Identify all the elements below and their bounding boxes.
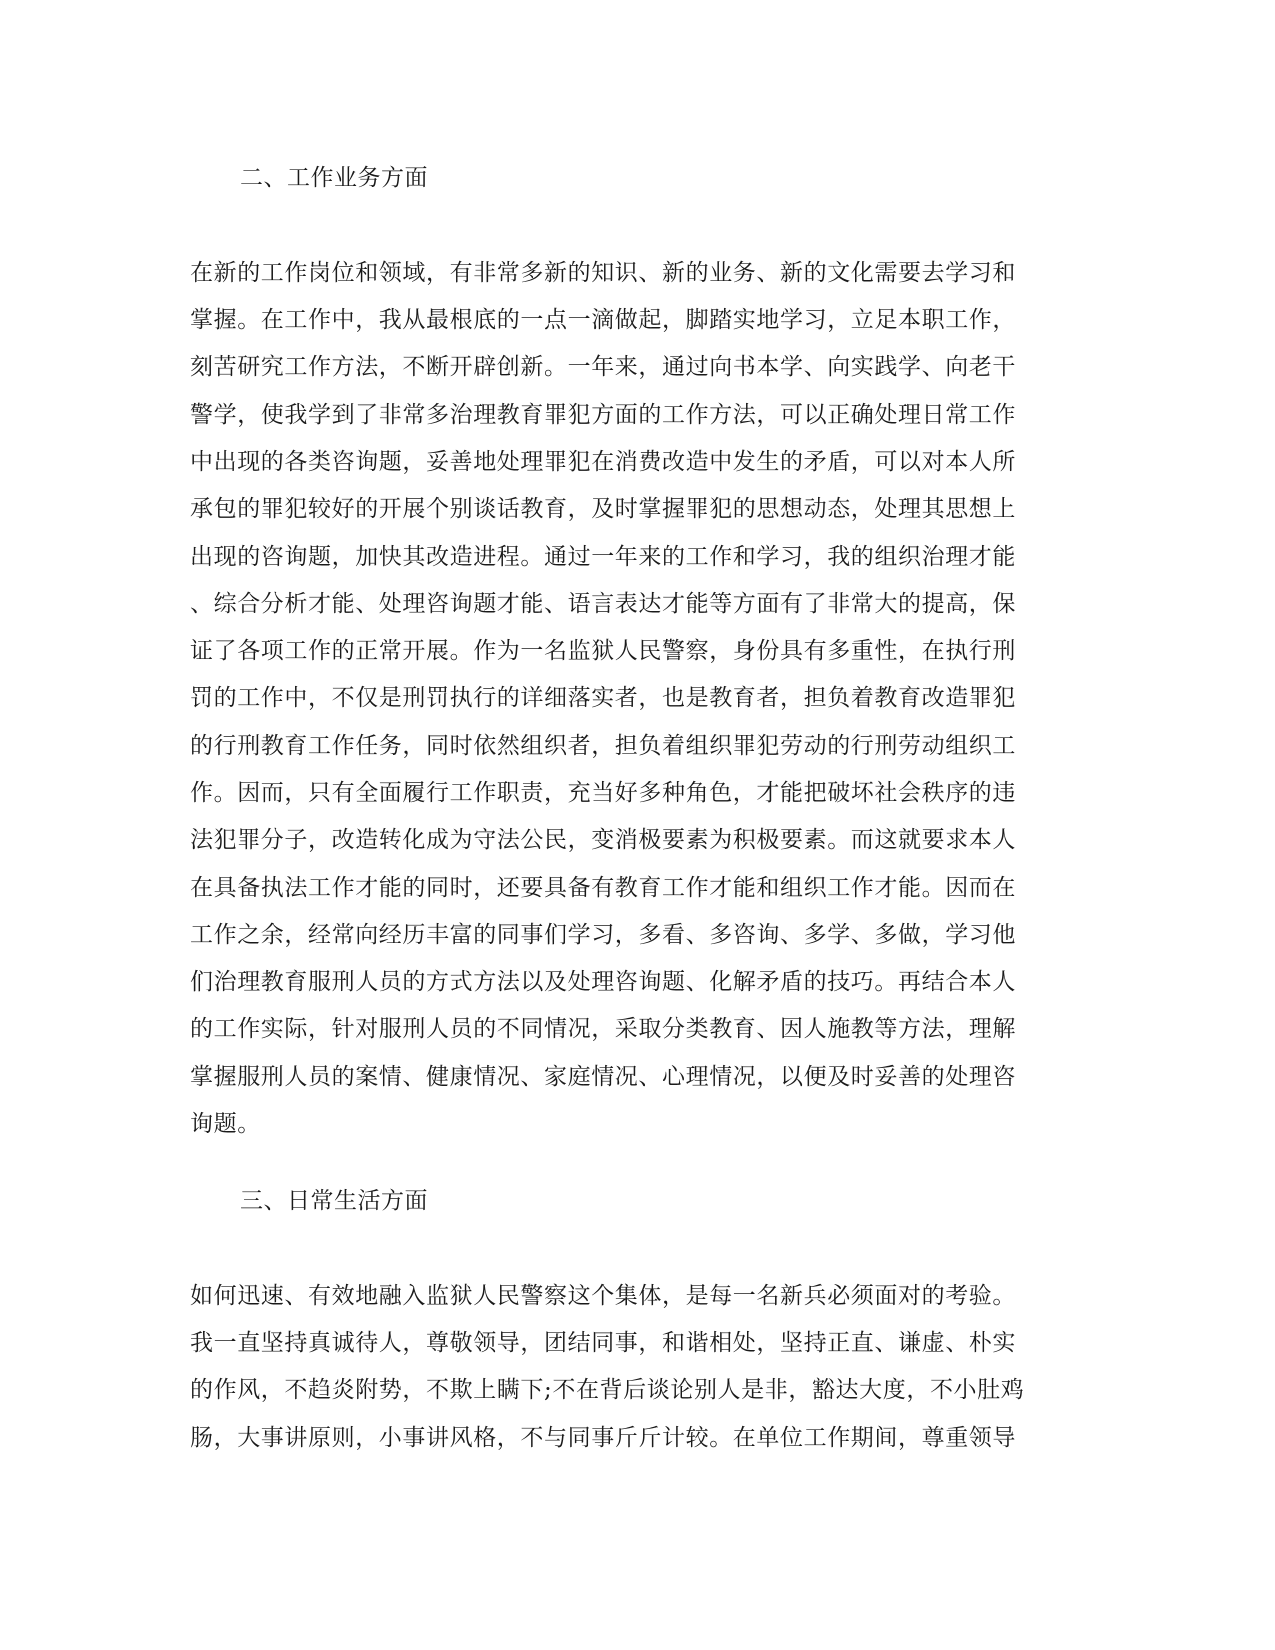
section-heading-work: 二、工作业务方面 xyxy=(240,165,428,191)
paragraph-line: 我一直坚持真诚待人，尊敬领导，团结同事，和谐相处，坚持正直、谦虚、朴实 xyxy=(190,1330,1016,1356)
paragraph-line: 出现的咨询题，加快其改造进程。通过一年来的工作和学习，我的组织治理才能 xyxy=(190,544,1016,570)
paragraph-line: 承包的罪犯较好的开展个别谈话教育，及时掌握罪犯的思想动态，处理其思想上 xyxy=(190,496,1016,522)
paragraph-line: 肠，大事讲原则，小事讲风格，不与同事斤斤计较。在单位工作期间，尊重领导 xyxy=(190,1425,1016,1451)
paragraph-line: 如何迅速、有效地融入监狱人民警察这个集体，是每一名新兵必须面对的考验。 xyxy=(190,1283,1016,1309)
paragraph-line: 们治理教育服刑人员的方式方法以及处理咨询题、化解矛盾的技巧。再结合本人 xyxy=(190,969,1016,995)
paragraph-line: 证了各项工作的正常开展。作为一名监狱人民警察，身份具有多重性，在执行刑 xyxy=(190,638,1016,664)
paragraph-line: 法犯罪分子，改造转化成为守法公民，变消极要素为积极要素。而这就要求本人 xyxy=(190,827,1016,853)
paragraph-line: 刻苦研究工作方法，不断开辟创新。一年来，通过向书本学、向实践学、向老干 xyxy=(190,354,1016,380)
paragraph-line: 的行刑教育工作任务，同时依然组织者，担负着组织罪犯劳动的行刑劳动组织工 xyxy=(190,733,1016,759)
paragraph-line: 掌握。在工作中，我从最根底的一点一滴做起，脚踏实地学习，立足本职工作， xyxy=(190,307,1016,333)
paragraph-line: 工作之余，经常向经历丰富的同事们学习，多看、多咨询、多学、多做，学习他 xyxy=(190,922,1016,948)
paragraph-line: 掌握服刑人员的案情、健康情况、家庭情况、心理情况，以便及时妥善的处理咨 xyxy=(190,1064,1016,1090)
paragraph-line: 询题。 xyxy=(190,1111,261,1137)
paragraph-line: 、综合分析才能、处理咨询题才能、语言表达才能等方面有了非常大的提高，保 xyxy=(190,591,1016,617)
paragraph-line: 中出现的各类咨询题，妥善地处理罪犯在消费改造中发生的矛盾，可以对本人所 xyxy=(190,449,1016,475)
section-heading-daily-life: 三、日常生活方面 xyxy=(240,1188,428,1214)
paragraph-line: 警学，使我学到了非常多治理教育罪犯方面的工作方法，可以正确处理日常工作 xyxy=(190,402,1016,428)
paragraph-line: 的工作实际，针对服刑人员的不同情况，采取分类教育、因人施教等方法，理解 xyxy=(190,1016,1016,1042)
paragraph-line: 作。因而，只有全面履行工作职责，充当好多种角色，才能把破坏社会秩序的违 xyxy=(190,780,1016,806)
paragraph-line: 的作风，不趋炎附势，不欺上瞒下;不在背后谈论别人是非，豁达大度，不小肚鸡 xyxy=(190,1377,1025,1403)
paragraph-line: 在具备执法工作才能的同时，还要具备有教育工作才能和组织工作才能。因而在 xyxy=(190,875,1016,901)
paragraph-line: 在新的工作岗位和领域，有非常多新的知识、新的业务、新的文化需要去学习和 xyxy=(190,260,1016,286)
paragraph-line: 罚的工作中，不仅是刑罚执行的详细落实者，也是教育者，担负着教育改造罪犯 xyxy=(190,685,1016,711)
